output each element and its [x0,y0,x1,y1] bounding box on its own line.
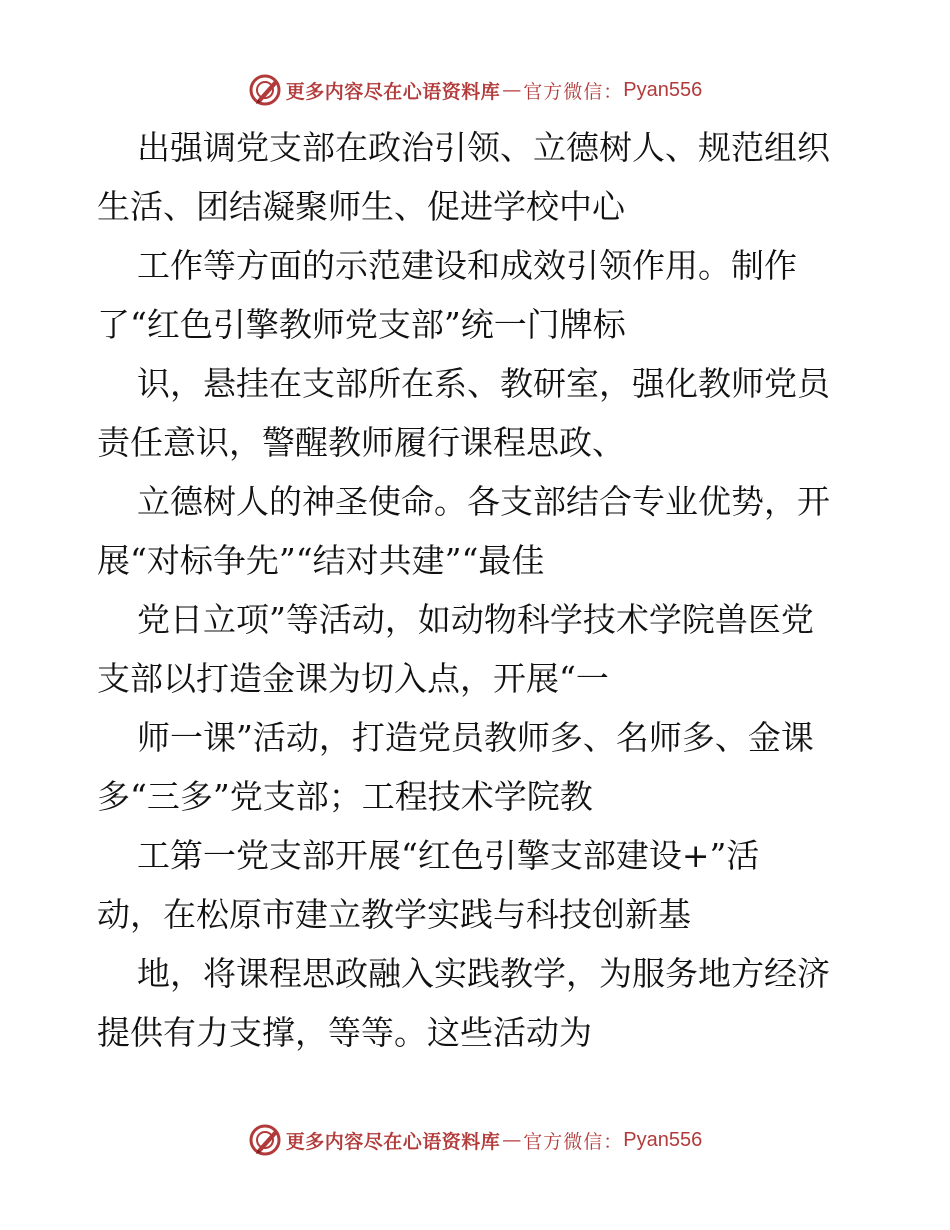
text-line: 生活、团结凝聚师生、促进学校中心 [97,187,625,226]
text-line: 地，将课程思政融入实践教学，为服务地方经济 [137,954,830,993]
text-line: 了“红色引擎教师党支部”统一门牌标 [97,305,626,344]
footer-library-name: 更多内容尽在心语资料库 [285,1130,501,1153]
footer-dash: — [502,1129,522,1151]
text-line: 出强调党支部在政治引领、立德树人、规范组织 [137,128,830,167]
header-wechat-label: 官方微信： [523,80,624,103]
text-line: 工作等方面的示范建设和成效引领作用。制作 [137,246,797,285]
footer-watermark [0,1120,950,1160]
footer-wechat-label: 官方微信： [523,1130,624,1153]
text-line: 支部以打造金课为切入点，开展“一 [97,659,609,698]
footer-wechat-id: Pyan556 [623,1128,703,1151]
document-body [97,124,857,1068]
text-line: 动，在松原市建立教学实践与科技创新基 [97,895,691,934]
text-line: 展“对标争先”“结对共建”“最佳 [97,541,545,580]
pen-logo-icon [248,73,282,107]
text-line: 责任意识，警醒教师履行课程思政、 [97,423,625,462]
text-line: 工第一党支部开展“红色引擎支部建设+”活 [137,836,760,875]
pen-logo-icon [248,1123,282,1157]
text-line: 识，悬挂在支部所在系、教研室，强化教师党员 [137,364,830,403]
header-watermark [0,70,950,110]
text-line: 师一课”活动，打造党员教师多、名师多、金课 [137,718,814,757]
text-line: 多“三多”党支部；工程技术学院教 [97,777,593,816]
text-line: 党日立项”等活动，如动物科学技术学院兽医党 [137,600,814,639]
text-line: 提供有力支撑，等等。这些活动为 [97,1013,592,1052]
header-dash: — [502,79,522,101]
header-library-name: 更多内容尽在心语资料库 [285,80,501,103]
text-line: 立德树人的神圣使命。各支部结合专业优势，开 [137,482,830,521]
header-wechat-id: Pyan556 [623,78,703,101]
